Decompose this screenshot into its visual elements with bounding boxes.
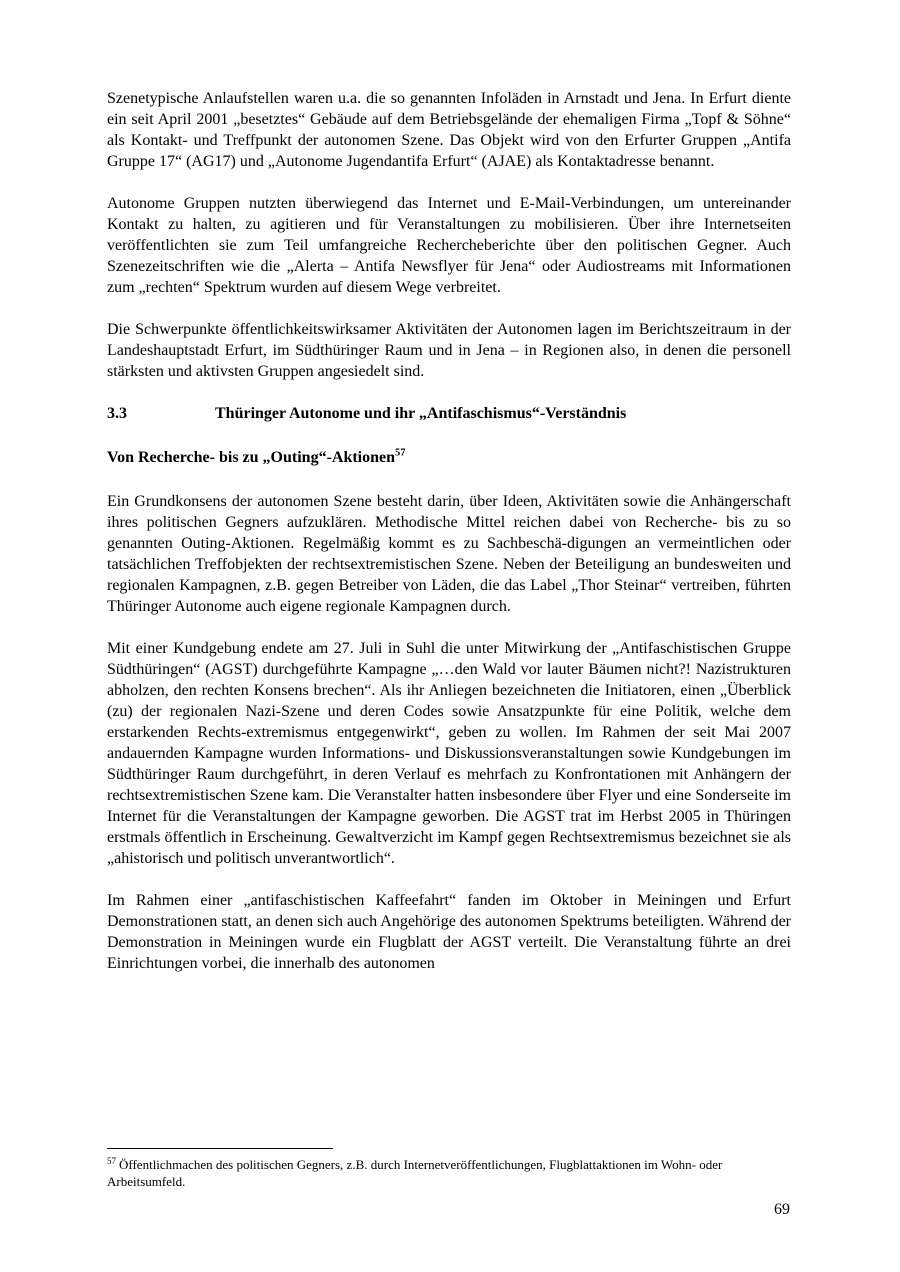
footnote-block <box>107 1148 767 1190</box>
section-number: 3.3 <box>107 405 127 422</box>
sub-heading-text: Von Recherche- bis zu „Outing“-Aktionen <box>107 449 396 466</box>
footnote-text <box>107 1156 767 1190</box>
footnote-number: 57 <box>107 1155 116 1166</box>
footnote-separator-rule <box>107 1148 333 1149</box>
footnote-body: Öffentlichmachen des politischen Gegners, z.B. durch Internetveröffentlichungen, Flugblattaktionen im Wohn- oder Arbeitsumfeld. <box>107 1157 723 1189</box>
paragraph-grundkonsens: Ein Grundkonsens der autonomen Szene besteht darin, über Ideen, Aktivitäten sowie die Anhängerschaft ihres politischen Gegners aufzuklären. Methodische Mittel reichen dabei von Recherche- bis zu so genannten Outing-Aktionen. Regelmäßig kommt es zu Sachbeschä-digungen an vermeintlichen oder tatsächlichen Treffobjekten der rechtsextremistischen Szene. Neben der Beteiligung an bundesweiten und regionalen Kampagnen, z.B. gegen Betreiber von Läden, die das Label „Thor Steinar“ vertreiben, führten Thüringer Autonome auch eigene regionale Kampagnen durch. <box>107 493 791 615</box>
footnote-reference: 57 <box>395 447 406 459</box>
section-title: Thüringer Autonome und ihr „Antifaschismus“-Verständnis <box>215 405 627 422</box>
paragraph-kundgebung: Mit einer Kundgebung endete am 27. Juli in Suhl die unter Mitwirkung der „Antifaschistischen Gruppe Südthüringen“ (AGST) durchgeführte Kampagne „…den Wald vor lauter Bäumen nicht?! Nazistrukturen abholzen, den rechten Konsens brechen“. Als ihr Anliegen bezeichneten die Initiatoren, einen „Überblick (zu) der regionalen Nazi-Szene und deren Codes sowie Ansatzpunkte für eine Politik, welche dem erstarkenden Rechts-extremismus entgegenwirkt“, geben zu wollen. Im Rahmen der seit Mai 2007 andauernden Kampagne wurden Informations- und Diskussionsveranstaltungen sowie Kundgebungen im Südthüringer Raum durchgeführt, in deren Verlauf es mehrfach zu Konfrontationen mit Anhängern der rechtsextremistischen Szene kam. Die Veranstalter hatten insbesondere über Flyer und eine Sonderseite im Internet für die Veranstaltungen der Kampagne geworben. Die AGST trat im Herbst 2005 in Thüringen erstmals öffentlich in Erscheinung. Gewaltverzicht im Kampf gegen Rechtsextremismus bezeichnet sie als „ahistorisch und politisch unverantwortlich“. <box>107 640 791 867</box>
paragraph-internet: Autonome Gruppen nutzten überwiegend das Internet und E-Mail-Verbindungen, um untereinander Kontakt zu halten, zu agitieren und für Veranstaltungen zu mobilisieren. Über ihre Internetseiten veröffentlichten sie zum Teil umfangreiche Rechercheberichte über den politischen Gegner. Auch Szenezeitschriften wie die „Alerta – Antifa Newsflyer für Jena“ oder Audiostreams mit Informationen zum „rechten“ Spektrum wurden auf diesem Wege verbreitet. <box>107 195 791 296</box>
paragraph-kaffeefahrt: Im Rahmen einer „antifaschistischen Kaffeefahrt“ fanden im Oktober in Meiningen und Erfurt Demonstrationen statt, an denen sich auch Angehörige des autonomen Spektrums beteiligten. Während der Demonstration in Meiningen wurde ein Flugblatt der AGST verteilt. Die Veranstaltung führte an drei Einrichtungen vorbei, die innerhalb des autonomen <box>107 892 791 972</box>
page-number: 69 <box>774 1201 790 1218</box>
page-body <box>107 88 791 995</box>
paragraph-infolaeden: Szenetypische Anlaufstellen waren u.a. die so genannten Infoläden in Arnstadt und Jena. In Erfurt diente ein seit April 2001 „besetztes“ Gebäude auf dem Betriebsgelände der ehemaligen Firma „Topf & Söhne“ als Kontakt- und Treffpunkt der autonomen Szene. Das Objekt wird von den Erfurter Gruppen „Antifa Gruppe 17“ (AG17) und „Autonome Jugendantifa Erfurt“ (AJAE) als Kontaktadresse benannt. <box>107 90 791 170</box>
section-heading <box>107 403 791 424</box>
paragraph-schwerpunkte: Die Schwerpunkte öffentlichkeitswirksamer Aktivitäten der Autonomen lagen im Berichtszeitraum in der Landeshauptstadt Erfurt, im Südthüringer Raum und in Jena – in Regionen also, in denen die personell stärksten und aktivsten Gruppen angesiedelt sind. <box>107 321 791 380</box>
sub-heading <box>107 447 791 468</box>
